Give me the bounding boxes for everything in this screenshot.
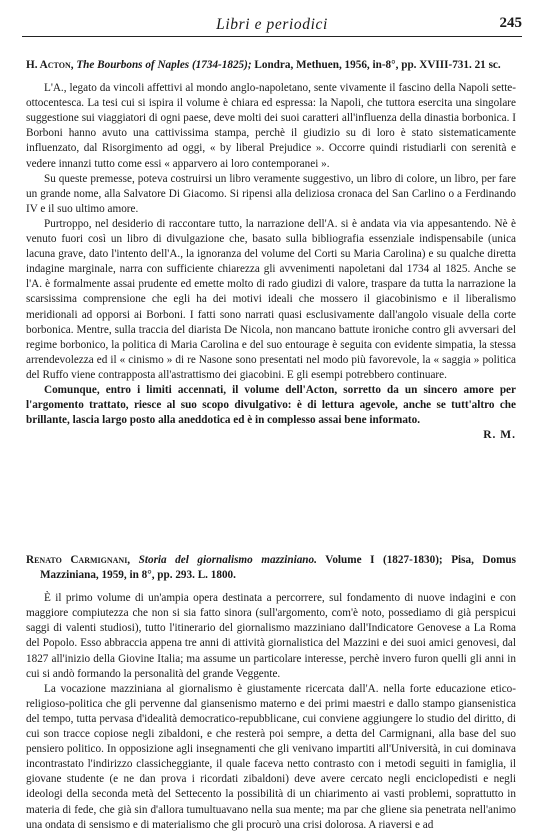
review-paragraph: La vocazione mazziniana al giornalismo è giustamente ricercata dall'A. nella forte educazione etico-religioso-politica che gli pervenne dal giansenismo materno e dei primi maestri e dallo stampo giansenistica del tempo, tutta pervasa d'idealità democratico-repubblicane, cui conviene aggiungere lo studio del diritto, di cui son tracce copiose negli zibaldoni, e che resterà poi sempre, a detta del Carmignani, alla base del suo pensiero politico. In opposizione agli insegnamenti che gli venivano impartiti all'Università, in cui dominava incontrastato l'indirizzo classicheggiante, il quale faceva netto contrasto con i metodi seguiti in famiglia, il giovane studente (e ne dan prova i ricordati zibaldoni) deve avere cercato negli enciclopedisti e negli ideologi della seconda metà del Settecento la possibilità di un chiarimento ai vasti problemi, soprattutto in materia di fede, che già sin d'allora tumultuavano nella sua mente; ma par che gliene sia penetrata nell'animo una ondata di sensismo e di materialismo che gli procurò una crisi dolorosa. A riaversi e ad <box>26 682 516 831</box>
review-paragraph: Su queste premesse, poteva costruirsi un libro veramente suggestivo, un libro di colore, un libro, per fare un grande nome, alla Salvatore Di Giacomo. Si ripensi alla deliziosa cronaca del San Carlino o a Ferdinando IV e il suo ultimo amore. <box>26 172 516 215</box>
book-citation <box>26 553 516 583</box>
page-header <box>22 14 522 37</box>
review-paragraph: L'A., legato da vincoli affettivi al mondo anglo-napoletano, sente vivamente il fascino della Napoli sette-ottocentesca. La tesi cui si ispira il volume è chiara ed espressa: la Napoli, che tuttora esercita una singolare suggestione sui viaggiatori di ogni paese, deve molti dei suoi caratteri all'influenza della dinastia borbonica. I Borboni hanno avuto una cattivissima stampa, perchè il giudizio su di loro è stato sistematicamente influenzato, dal Risorgimento ad oggi, « by liberal Prejudice ». Occorre quindi ristudiarli con serenità e vedere innanzi tutto come essi « apparvero ai loro contemporanei ». <box>26 82 516 170</box>
page-number: 245 <box>499 15 522 31</box>
book-citation <box>26 58 516 73</box>
review-paragraph: È il primo volume di un'ampia opera destinata a percorrere, sul fondamento di nuove indagini e con maggiore compiutezza che non si sia fatto sinora (sull'argomento, com'è noto, possediamo di già perspicui saggi di valenti studiosi), tutto l'itinerario del giornalismo mazziniano dall'Indicatore Genovese a La Roma del Popolo. Esso abbraccia appena tre anni di attività giornalistica del Mazzini e dei suoi amici genovesi, dal 1827 all'inizio della Giovine Italia; ma assume un particolare interesse, perchè invero furon quelli gli anni in cui si andò formando la personalità del grande Veggente. <box>26 592 516 680</box>
citation-author: Renato Carmignani, <box>26 554 131 566</box>
reviewer-signature: R. M. <box>483 429 516 442</box>
citation-details: Londra, Methuen, 1956, in-8°, pp. XVIII-731. 21 sc. <box>251 59 501 71</box>
citation-title: The Bourbons of Naples (1734-1825); <box>76 59 252 71</box>
review-acton <box>26 58 516 443</box>
review-paragraph: Comunque, entro i limiti accennati, il volume dell'Acton, sorretto da un sincero amore per l'argomento trattato, riesce al suo scopo divulgativo: è di lettura agevole, anche se tutt'altro che brillante, lascia largo posto alla aneddotica ed è in complesso assai bene informato. <box>26 383 516 427</box>
citation-author: H. Acton, <box>26 59 74 71</box>
running-title: Libri e periodici <box>216 16 328 33</box>
citation-details: Volume I (1827-1830); Pisa, Domus Mazziniana, 1959, in 8°, pp. 293. L. 1800. <box>40 554 516 582</box>
citation-title: Storia del giornalismo mazziniano. <box>138 554 317 566</box>
review-paragraph: Purtroppo, nel desiderio di raccontare tutto, la narrazione dell'A. si è andata via via appesantendo. Nè è venuto fuori così un libro di divulgazione che, basato sulla bibliografia essenziale indispensabile (unica lacuna grave, dato l'intento dell'A., la ignoranza del volume del Corti su Maria Carolina) e su qualche diretta indagine marginale, narra con sufficiente chiarezza gli avvenimenti napoletani dal 1734 al 1825. Anche se l'A. è formalmente assai prudente ed emette molto di rado giudizi di valore, traspare da tutta la narrazione la scarsissima comprensione che egli ha dei motivi ideali che mossero il giacobinismo e il liberalismo meridionali ad opporsi ai Borboni. I fatti sono narrati quasi esclusivamente dall'angolo visuale della corte borbonica. Mentre, sulla traccia del diarista De Nicola, non mancano battute ironiche contro gli avversari del regime borbonico, la politica di Maria Carolina e del suo entourage è seguita con evidente simpatia, la stessa arrendevolezza ed il « cinismo » di re Nasone sono presentati nel modo più favorevole, la « saggia » politica del Ruffo viene contrapposta all'astrattismo dei giacobini. E gli esempi potrebbero continuare. <box>26 217 516 381</box>
review-carmignani <box>26 553 516 833</box>
